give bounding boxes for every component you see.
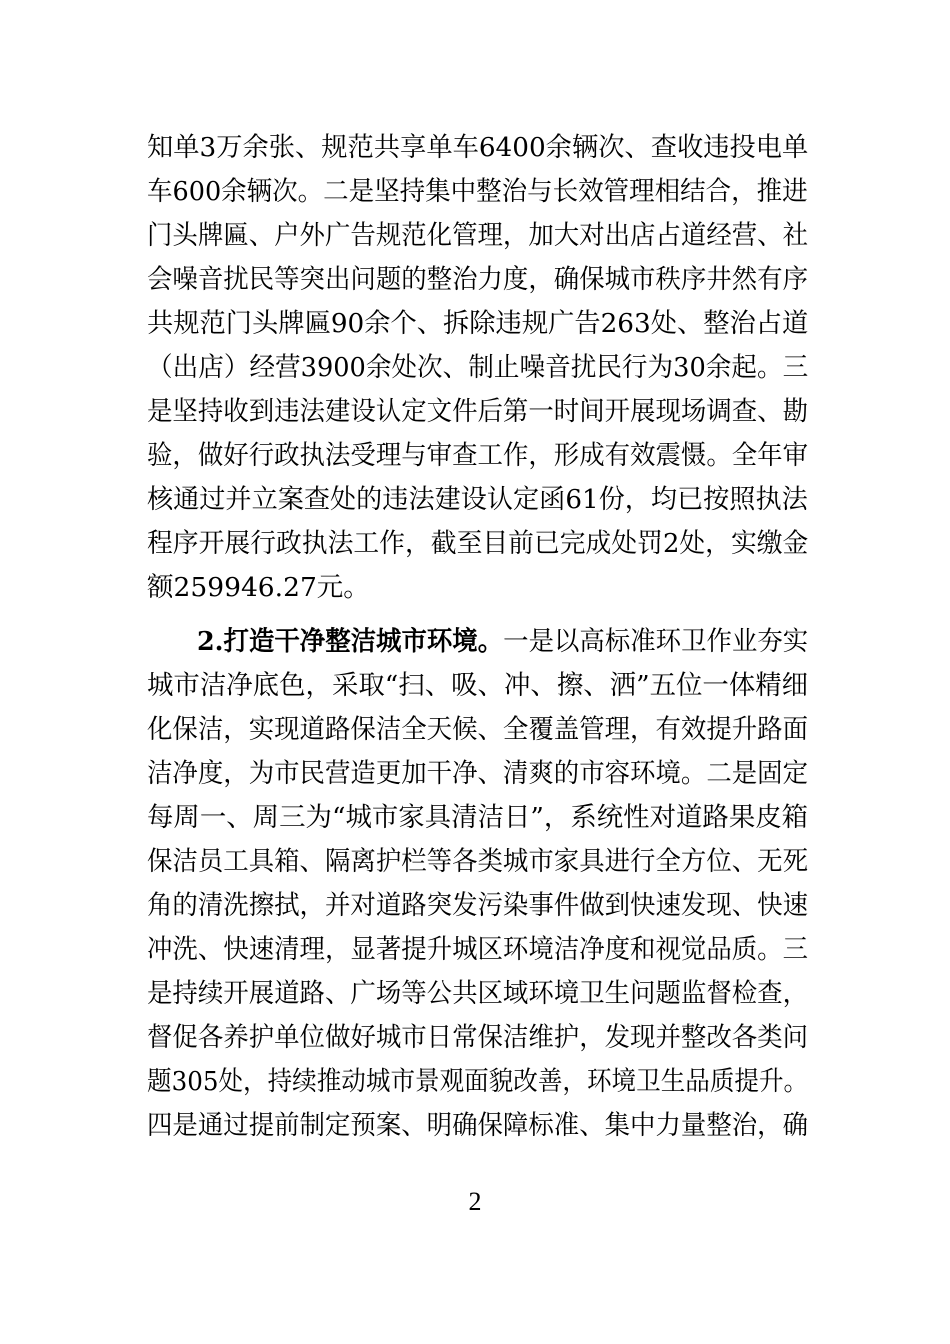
text-line: 化保洁，实现道路保洁全天候、全覆盖管理，有效提升路面 [147,714,809,745]
text-line: 知单3万余张、规范共享单车6400余辆次、查收违投电单 [147,132,809,163]
text-line: 保洁员工具箱、隔离护栏等各类城市家具进行全方位、无死 [147,846,809,877]
section-heading-line [197,620,808,664]
text-line: 督促各养护单位做好城市日常保洁维护，发现并整改各类问 [147,1022,809,1053]
text-line: 是坚持收到违法建设认定文件后第一时间开展现场调查、勘 [147,396,809,427]
text-line: 程序开展行政执法工作，截至目前已完成处罚2处，实缴金 [147,528,809,559]
text-line: 洁净度，为市民营造更加干净、清爽的市容环境。二是固定 [147,758,809,789]
text-line: 核通过并立案查处的违法建设认定函61份，均已按照执法 [147,484,808,515]
page-number: 2 [468,1187,482,1216]
text-line: 额259946.27元。 [147,572,370,603]
text-line: 每周一、周三为“城市家具清洁日”，系统性对道路果皮箱 [147,802,809,833]
section-heading: 2.打造干净整洁城市环境。 [197,626,504,657]
text-line: 是持续开展道路、广场等公共区域环境卫生问题监督检查， [147,978,809,1009]
section-text: 一是以高标准环卫作业夯实 [503,626,809,657]
text-line: （出店）经营3900余处次、制止噪音扰民行为30余起。三 [147,352,809,383]
text-line: 四是通过提前制定预案、明确保障标准、集中力量整治，确 [147,1110,809,1141]
text-line: 角的清洗擦拭，并对道路突发污染事件做到快速发现、快速 [147,890,809,921]
text-line: 城市洁净底色，采取“扫、吸、冲、擦、洒”五位一体精细 [147,670,809,701]
text-line: 会噪音扰民等突出问题的整治力度，确保城市秩序井然有序 [147,264,809,295]
text-line: 门头牌匾、户外广告规范化管理，加大对出店占道经营、社 [147,220,809,251]
text-line: 车600余辆次。二是坚持集中整治与长效管理相结合，推进 [147,176,808,207]
text-line: 冲洗、快速清理，显著提升城区环境洁净度和视觉品质。三 [147,934,809,965]
text-line: 共规范门头牌匾90余个、拆除违规广告263处、整治占道 [147,308,809,339]
text-line: 验，做好行政执法受理与审查工作，形成有效震慑。全年审 [147,440,809,471]
text-line: 题305处，持续推动城市景观面貌改善，环境卫生品质提升。 [147,1066,809,1097]
